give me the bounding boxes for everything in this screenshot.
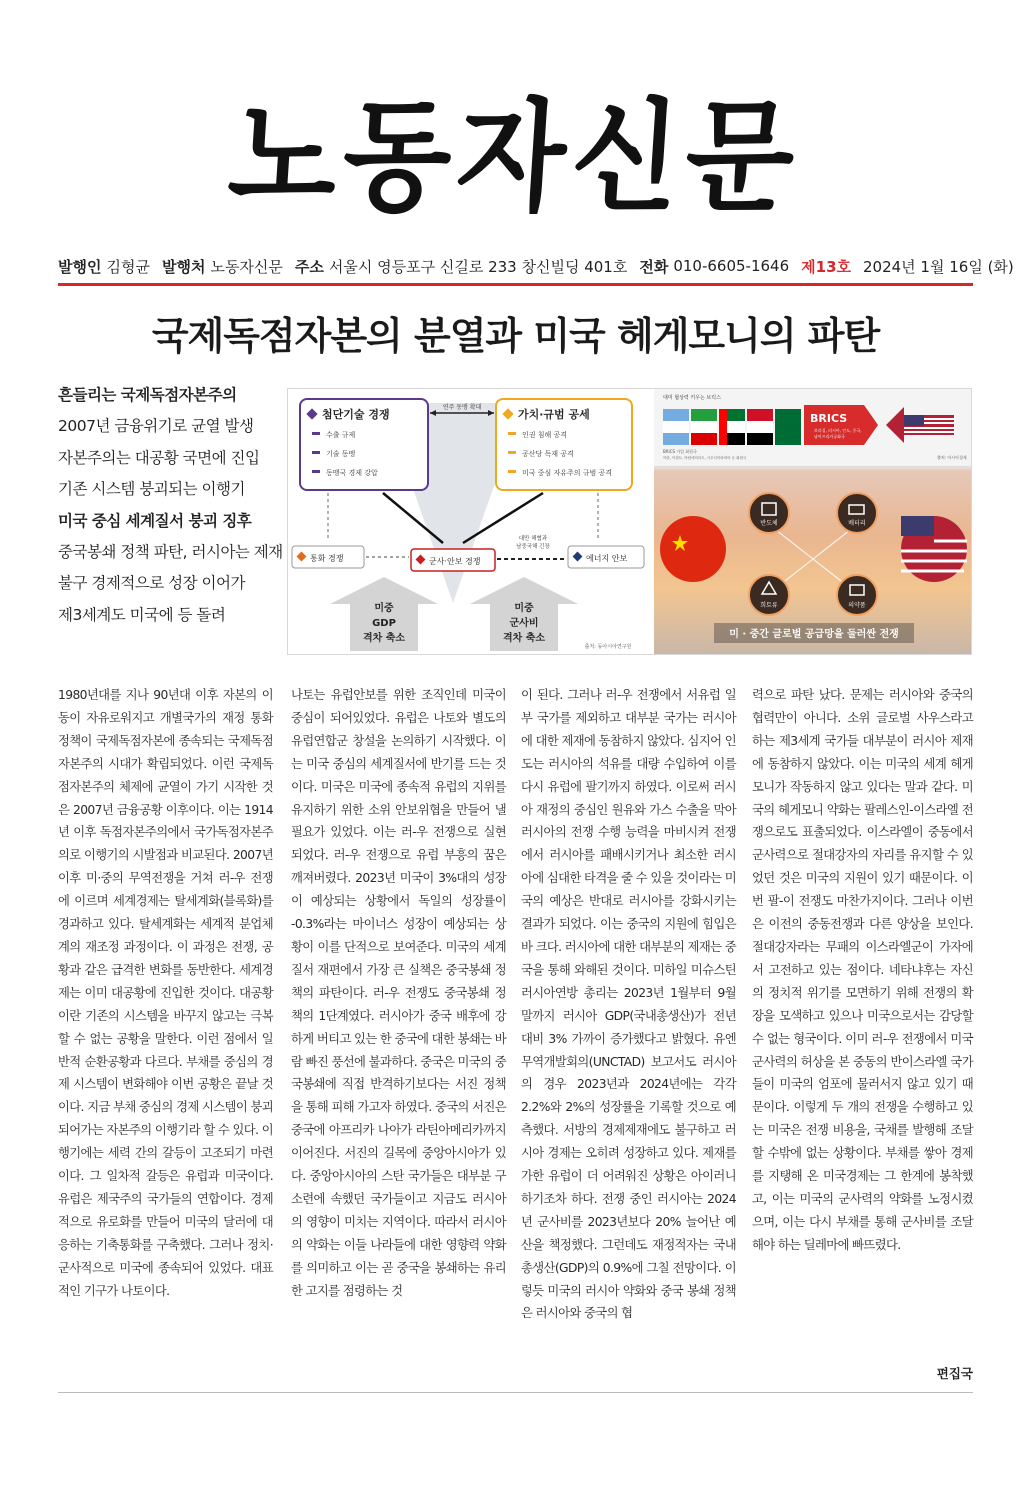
subhead: 기존 시스템 붕괴되는 이행기 [58,480,245,499]
svg-text:연주 동맹 확대: 연주 동맹 확대 [442,404,482,411]
svg-text:미국 중심 자유주의 규범 공격: 미국 중심 자유주의 규범 공격 [522,469,613,477]
svg-text:미중: 미중 [514,603,534,614]
subhead: 흔들리는 국제독점자본주의 [58,386,237,404]
svg-text:남중국해 긴장: 남중국해 긴장 [516,544,550,550]
supply-chain-photo [654,389,971,654]
header-divider [58,283,973,286]
box-tech-title: 첨단기술 경쟁 [322,408,390,421]
article-column-3: 이 된다. 그러나 러-우 전쟁에서 서유럽 일부 국가를 제외하고 대부분 국가는 러시아에 대한 제재에 동참하지 않았다. 심지어 인도는 러시아의 석유를 대량 수입하여 이를 다시 유럽에 팔기까지 하였다. 이로써 러시아 재정의 중심인 원유와 가스 수출을 막아 러시아의 전쟁 수행 능력을 마비시켜 전쟁에서 러시아를 패배시키거나 최소한 러시아에 심대한 타격을 줄 수 있을 것이라는 미국의 예상은 반대로 러시아를 강화시키는 결과가 되었다. 이는 중국의 지원에 힘입은 바 크다. 러시아에 대한 대부분의 제재는 중국을 통해 와해된 것이다. 미하일 미슈스틴 러시아연방 총리는 2023년 1월부터 9월 말까지 러시아 GDP(국내총생산)가 전년 대비 3% 가까이 증가했다고 밝혔다. 유엔무역개발회의(UNCTAD) 보고서도 러시아의 경우 2023년과 2024년에는 각각 2.2%와 2%의 성장률을 기록할 것으로 예측했다. 서방의 경제제재에도 불구하고 러시아 경제는 오히려 성장하고 있다. 제재를 가한 유럽이 더 어려워진 상황은 아이러니하기조차 하다. 전쟁 중인 러시아는 2024년 군사비를 2023년보다 20% 늘어난 예산을 책정했다. 그런데도 재정적자는 국내총생산(GDP)의 0.9%에 그칠 전망이다. 이렇듯 미국의 러시아 약화와 중국 봉쇄 정책은 러시아와 중국의 협 [521,688,736,1321]
svg-text:대미 협상력 키우는 브릭스: 대미 협상력 키우는 브릭스 [663,395,721,401]
svg-text:출처: 동아시아연구원: 출처: 동아시아연구원 [584,644,632,650]
issue-number: 제13호 [801,257,851,276]
article-figure [287,388,972,655]
signoff: 편집국 [936,1366,973,1381]
footer-divider [58,1392,973,1393]
article-body [58,684,973,1384]
svg-text:에너지 안보: 에너지 안보 [586,554,628,563]
competition-diagram [288,389,652,654]
svg-text:통화 경쟁: 통화 경쟁 [310,554,344,563]
article-column-2: 나토는 유럽안보를 위한 조직인데 미국이 중심이 되어있었다. 유럽은 나토와 별도의 유럽연합군 창설을 논의하기 시작했다. 이는 미국 중심의 세계질서에 반기를 드는 것이다. 미국은 미국에 종속적 유럽의 지위를 유지하기 위한 소위 안보위협을 만들어 낼 필요가 있었다. 이는 러-우 전쟁으로 실현되었다. 러-우 전쟁으로 유럽 부흥의 꿈은 깨져버렸다. 2023년 미국이 3%대의 성장이 예상되는 상황에서 독일의 성장률이 -0.3%라는 마이너스 성장이 예상되는 상황이 이를 단적으로 보여준다. 미국의 세계질서 재편에서 가장 큰 실책은 중국봉쇄 정책의 파탄이다. 러-우 전쟁도 중국봉쇄 정책의 1단계였다. 러시아가 중국 배후에 강하게 버티고 있는 한 중국에 대한 봉쇄는 바람 빠진 풍선에 불과하다. 중국은 미국의 중국봉쇄에 직접 반격하기보다는 서진 정책을 통해 피해 가고자 하였다. 중국의 서진은 중국에 아프리카 나아가 라틴아메리카까지 이어진다. 서진의 길목에 중앙아시아가 있다. 중앙아시아의 스탄 국가들은 대부분 구소련에 속했던 국가들이고 지금도 러시아의 영향이 미치는 지역이다. 따라서 러시아의 약화는 이들 나라들에 대한 영향력 약화를 의미하고 이는 곧 중국을 봉쇄하는 유리한 고지를 점령하는 것 [291,688,506,1298]
publisher-label: 발행인 [58,257,102,276]
svg-text:희토류: 희토류 [760,602,778,609]
svg-text:GDP: GDP [372,618,396,629]
phone: 010-6605-1646 [673,257,790,275]
svg-text:반도체: 반도체 [760,520,778,527]
publication-info [58,254,1014,278]
svg-text:BRICS: BRICS [810,412,848,425]
svg-text:인권 침해 공격: 인권 침해 공격 [522,431,568,439]
svg-text:대만 해협과: 대만 해협과 [518,536,548,542]
svg-text:의약품: 의약품 [848,602,866,609]
subhead: 불구 경제적으로 성장 이어가 [58,574,245,593]
svg-text:브라질, 러시아, 인도, 중국,: 브라질, 러시아, 인도, 중국, [814,428,862,433]
svg-text:배터리: 배터리 [848,520,866,527]
semiconductor-icon [749,493,789,533]
box-values-title: 가치·규범 공세 [518,408,590,421]
svg-text:격차 축소: 격차 축소 [362,633,406,644]
masthead-title: 노동자신문 [223,86,805,229]
svg-text:기술 동맹: 기술 동맹 [326,450,356,458]
svg-text:BRICS 가입 회원국: BRICS 가입 회원국 [663,449,697,454]
issue-date: 2024년 1월 16일 (화) [863,257,1014,276]
svg-text:이란, 이집트, 아랍에미리트, 사우디아라비아 등 회원국: 이란, 이집트, 아랍에미리트, 사우디아라비아 등 회원국 [663,456,747,460]
svg-text:출처: 아시아경제: 출처: 아시아경제 [937,455,967,460]
subhead: 2007년 금융위기로 균열 발생 [58,417,254,436]
article-column-4: 력으로 파탄 났다. 문제는 러시아와 중국의 협력만이 아니다. 소위 글로벌 사우스라고 하는 제3세계 국가들 대부분이 러시아 제재에 동참하지 않았다. 이는 미국의 세계 헤게모니가 작동하지 않고 있다는 말과 같다. 미국의 헤게모니 약화는 팔레스인-이스라엘 전쟁으로도 표출되었다. 이스라엘이 중동에서 군사력으로 절대강자의 자리를 유지할 수 있었던 것은 미국의 지원이 있기 때문이다. 이번 팔-이 전쟁도 마찬가지이다. 그러나 이번은 이전의 중동전쟁과 다른 양상을 보인다. 절대강자라는 무패의 이스라엘군이 가자에서 고전하고 있는 점이다. 네타냐후는 자신의 정치적 위기를 모면하기 위해 전쟁의 확장을 모색하고 있으나 미국으로서는 감당할 수 없는 형국이다. 이미 러-우 전쟁에서 미국 군사력의 허상을 본 중동의 반이스라엘 국가들이 미국의 엄포에 물러서지 않고 있기 때문이다. 이렇게 두 개의 전쟁을 수행하고 있는 미국은 전쟁 비용을, 국채를 발행해 조달할 수밖에 없는 상황이다. 부채를 쌓아 경제를 지탱해 온 미국경제는 그 한계에 봉착했고, 이는 미국의 군사력의 약화를 노정시켰으며, 이는 다시 부채를 통해 군사비를 조달해야 하는 딜레마에 빠뜨렸다. [752,688,973,1252]
masthead [0,88,1028,228]
subhead: 미국 중심 세계질서 붕괴 징후 [58,511,252,530]
photo-caption: 미 · 중간 글로벌 공급망을 둘러싼 전쟁 [729,629,899,640]
subhead: 자본주의는 대공황 국면에 진입 [58,448,260,467]
svg-text:군사·안보 경쟁: 군사·안보 경쟁 [429,557,481,566]
svg-text:미중: 미중 [374,603,394,614]
phone-label: 전화 [639,257,669,276]
article-column-1: 1980년대를 지나 90년대 이후 자본의 이동이 자유로워지고 개별국가의 재정 통화 정책이 국제독점자본에 종속되는 국제독점자본주의 시대가 확립되었다. 이런 국제독점자본주의 체제에 균열이 가기 시작한 것은 2007년 금융공황 이후이다. 이는 1914년 이후 독점자본주의에서 국가독점자본주의로 이행기의 시발점과 비교된다. 2007년 이후 미·중의 무역전쟁을 거쳐 러-우 전쟁에 이르며 세계경제는 탈세계화(블록화)를 경과하고 있다. 탈세계화는 세계적 분업체계의 재조정 과정이다. 이 과정은 전쟁, 공황과 같은 급격한 변화를 동반한다. 세계경제는 이미 대공황에 진입한 것이다. 대공황이란 기존의 시스템을 바꾸지 않고는 극복할 수 없는 공황을 말한다. 이런 점에서 일반적 순환공황과 다르다. 부채를 중심의 경제 시스템이 변화해야 이번 공황은 끝날 것이다. 지금 부채 중심의 경제 시스템이 붕괴되어가는 자본주의 이행기라 할 수 있다. 이행기에는 세력 간의 갈등이 고조되기 마련이다. 그 일차적 갈등은 유럽과 미국이다. 유럽은 제국주의 국가들의 연합이다. 경제적으로 유로화를 만들어 미국의 달러에 대응하는 기축통화를 구축했다. 그러나 정치·군사적으로 미국에 종속되어 있었다. 대표적인 기구가 나토이다. [58,688,273,1298]
svg-text:동맹국 경제 강압: 동맹국 경제 강압 [326,469,378,477]
svg-text:군사비: 군사비 [509,618,539,629]
office: 노동자신문 [210,257,283,276]
svg-text:격차 축소: 격차 축소 [502,633,546,644]
office-label: 발행처 [161,257,206,276]
address: 서울시 영등포구 신길로 233 창신빌딩 401호 [328,257,628,276]
subheads [58,386,283,637]
publisher: 김형균 [106,257,150,276]
headline: 국제독점자본의 분열과 미국 헤게모니의 파탄 [151,314,880,358]
svg-text:공산당 독재 공격: 공산당 독재 공격 [522,450,574,458]
svg-text:남아프리카공화국: 남아프리카공화국 [814,434,845,439]
subhead: 제3세계도 미국에 등 돌려 [58,605,226,624]
battery-icon [837,493,877,533]
china-flag-icon [660,516,726,582]
subhead: 중국봉쇄 정책 파탄, 러시아는 제재 [58,542,283,561]
svg-text:수출 규제: 수출 규제 [326,431,356,439]
address-label: 주소 [294,257,324,276]
